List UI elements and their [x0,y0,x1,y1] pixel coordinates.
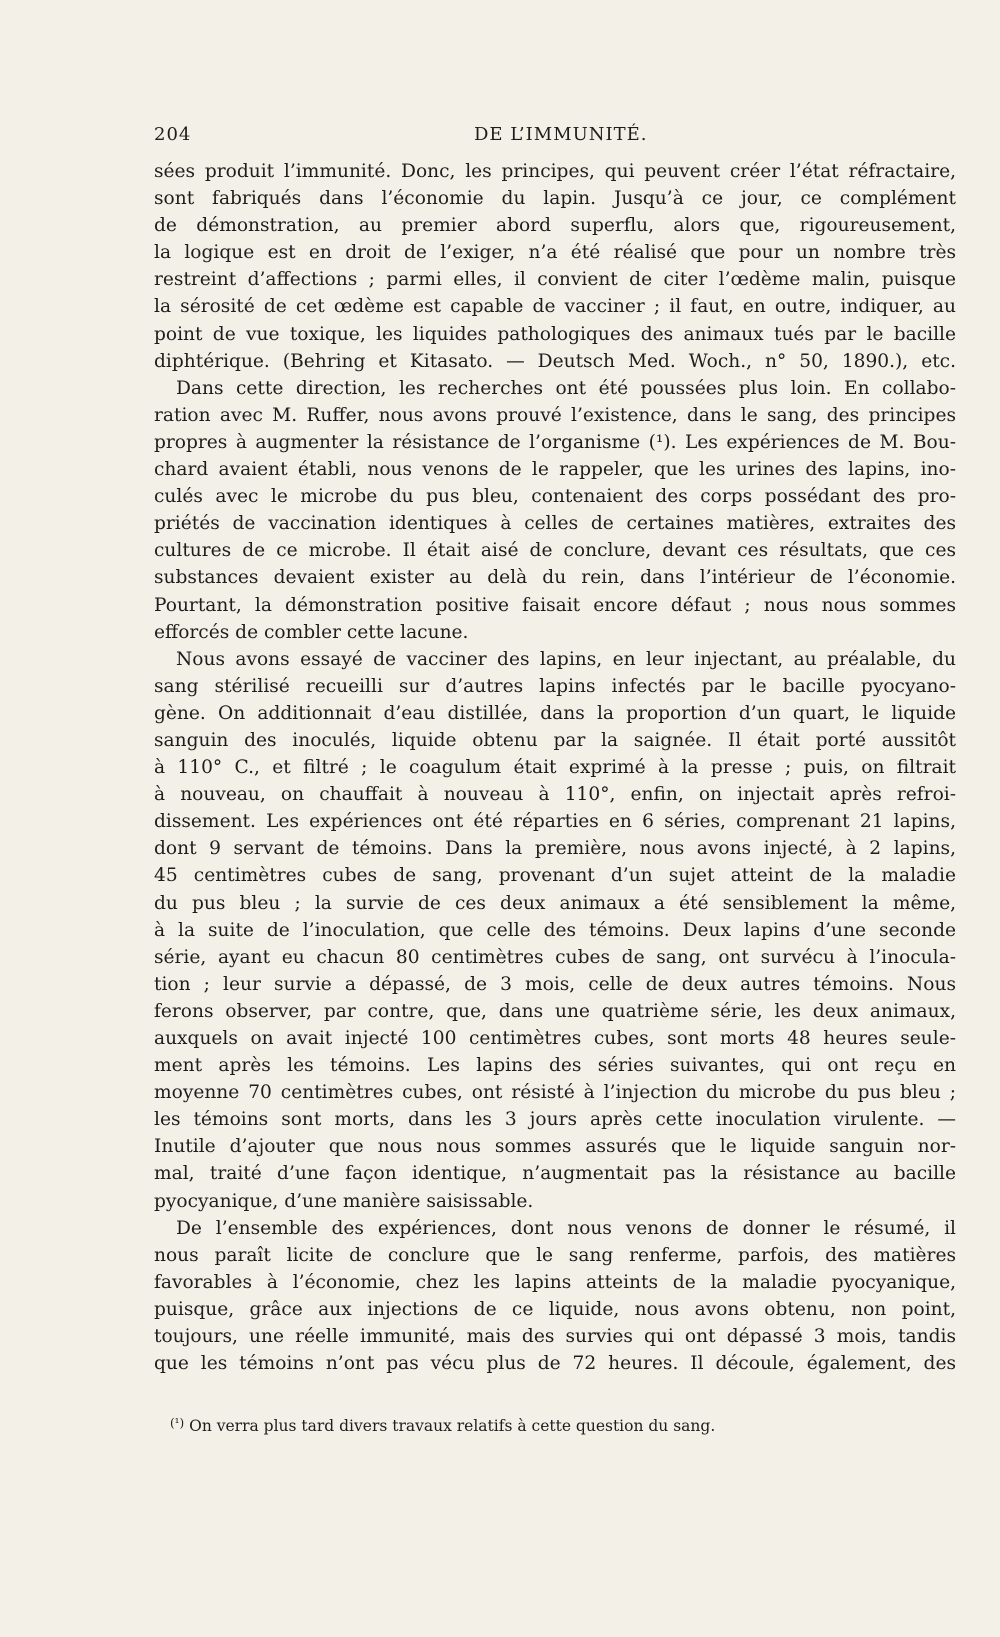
text-line: à 110° C., et filtré ; le coagulum était exprimé à la presse ; puis, on filtrait [154,757,956,779]
text-line: tion ; leur survie a dépassé, de 3 mois, celle de deux autres témoins. Nous [154,973,956,995]
page-number: 204 [154,124,192,145]
text-line: propres à augmenter la résistance de l’organisme (¹). Les expériences de M. Bou- [154,431,956,453]
text-line: point de vue toxique, les liquides pathologiques des animaux tués par le bacille [154,323,956,345]
body-text [154,158,956,1377]
text-line: restreint d’affections ; parmi elles, il convient de citer l’œdème malin, puisque [154,269,956,291]
text-line: les témoins sont morts, dans les 3 jours après cette inoculation virulente. — [154,1109,956,1131]
text-line: cultures de ce microbe. Il était aisé de conclure, devant ces résultats, que ces [154,540,956,562]
text-line: ferons observer, par contre, que, dans une quatrième série, les deux animaux, [154,1000,956,1022]
text-line: de démonstration, au premier abord superflu, alors que, rigoureusement, [154,215,956,237]
text-line: la sérosité de cet œdème est capable de vacciner ; il faut, en outre, indiquer, au [154,296,956,318]
text-line: gène. On additionnait d’eau distillée, dans la proportion d’un quart, le liquide [154,702,956,724]
text-line: à nouveau, on chauffait à nouveau à 110°, enfin, on injectait après refroi- [154,784,956,806]
text-line: substances devaient exister au delà du rein, dans l’intérieur de l’économie. [154,567,956,589]
text-line: que les témoins n’ont pas vécu plus de 72 heures. Il découle, également, des [154,1353,956,1375]
text-line: sanguin des inoculés, liquide obtenu par la saignée. Il était porté aussitôt [154,729,956,751]
text-line: moyenne 70 centimètres cubes, ont résisté à l’injection du microbe du pus bleu ; [154,1082,956,1104]
text-line: culés avec le microbe du pus bleu, contenaient des corps possédant des pro- [154,486,956,508]
text-line: du pus bleu ; la survie de ces deux animaux a été sensiblement la même, [154,892,956,914]
text-line: nous paraît licite de conclure que le sang renferme, parfois, des matières [154,1244,956,1266]
text-line: dissement. Les expériences ont été réparties en 6 séries, comprenant 21 lapins, [154,811,956,833]
text-line: la logique est en droit de l’exiger, n’a été réalisé que pour un nombre très [154,242,956,264]
footnote-mark: (¹) [170,1416,185,1430]
text-line: à la suite de l’inoculation, que celle des témoins. Deux lapins d’une seconde [154,919,956,941]
text-line: favorables à l’économie, chez les lapins atteints de la maladie pyocyanique, [154,1271,956,1293]
text-line: Dans cette direction, les recherches ont été poussées plus loin. En collabo- [176,377,956,399]
text-line: dont 9 servant de témoins. Dans la première, nous avons injecté, à 2 lapins, [154,838,956,860]
text-line: efforcés de combler cette lacune. [154,621,469,643]
text-line: sang stérilisé recueilli sur d’autres lapins infectés par le bacille pyocyano- [154,675,956,697]
text-line: Pourtant, la démonstration positive faisait encore défaut ; nous nous sommes [154,594,956,616]
text-line: 45 centimètres cubes de sang, provenant d’un sujet atteint de la maladie [154,865,956,887]
text-line: auxquels on avait injecté 100 centimètres cubes, sont morts 48 heures seule- [154,1028,956,1049]
text-line: sées produit l’immunité. Donc, les principes, qui peuvent créer l’état réfractaire, [154,161,956,182]
text-line: ration avec M. Ruffer, nous avons prouvé l’existence, dans le sang, des principes [154,404,956,426]
text-line: diphtérique. (Behring et Kitasato. — Deutsch Med. Woch., n° 50, 1890.), etc. [154,350,956,372]
text-line: mal, traité d’une façon identique, n’augmentait pas la résistance au bacille [154,1163,956,1185]
text-line: pyocyanique, d’une manière saisissable. [154,1190,534,1212]
text-line: série, ayant eu chacun 80 centimètres cubes de sang, ont survécu à l’inocula- [154,946,956,968]
text-line: sont fabriqués dans l’économie du lapin. Jusqu’à ce jour, ce complément [154,188,956,210]
footnote [170,1412,715,1437]
page-header [154,124,954,156]
text-line: De l’ensemble des expériences, dont nous venons de donner le résumé, il [176,1217,956,1239]
text-line: Nous avons essayé de vacciner des lapins, en leur injectant, au préalable, du [176,648,956,670]
text-line: toujours, une réelle immunité, mais des survies qui ont dépassé 3 mois, tandis [154,1326,956,1348]
text-line: priétés de vaccination identiques à celles de certaines matières, extraites des [154,513,956,535]
footnote-text: On verra plus tard divers travaux relatifs à cette question du sang. [189,1417,716,1435]
text-line: chard avaient établi, nous venons de le rappeler, que les urines des lapins, ino- [154,459,956,481]
text-line: ment après les témoins. Les lapins des séries suivantes, qui ont reçu en [154,1055,956,1077]
text-line: Inutile d’ajouter que nous nous sommes assurés que le liquide sanguin nor- [154,1136,956,1158]
text-line: puisque, grâce aux injections de ce liquide, nous avons obtenu, non point, [154,1298,956,1320]
running-head: DE L’IMMUNITÉ. [474,124,648,145]
